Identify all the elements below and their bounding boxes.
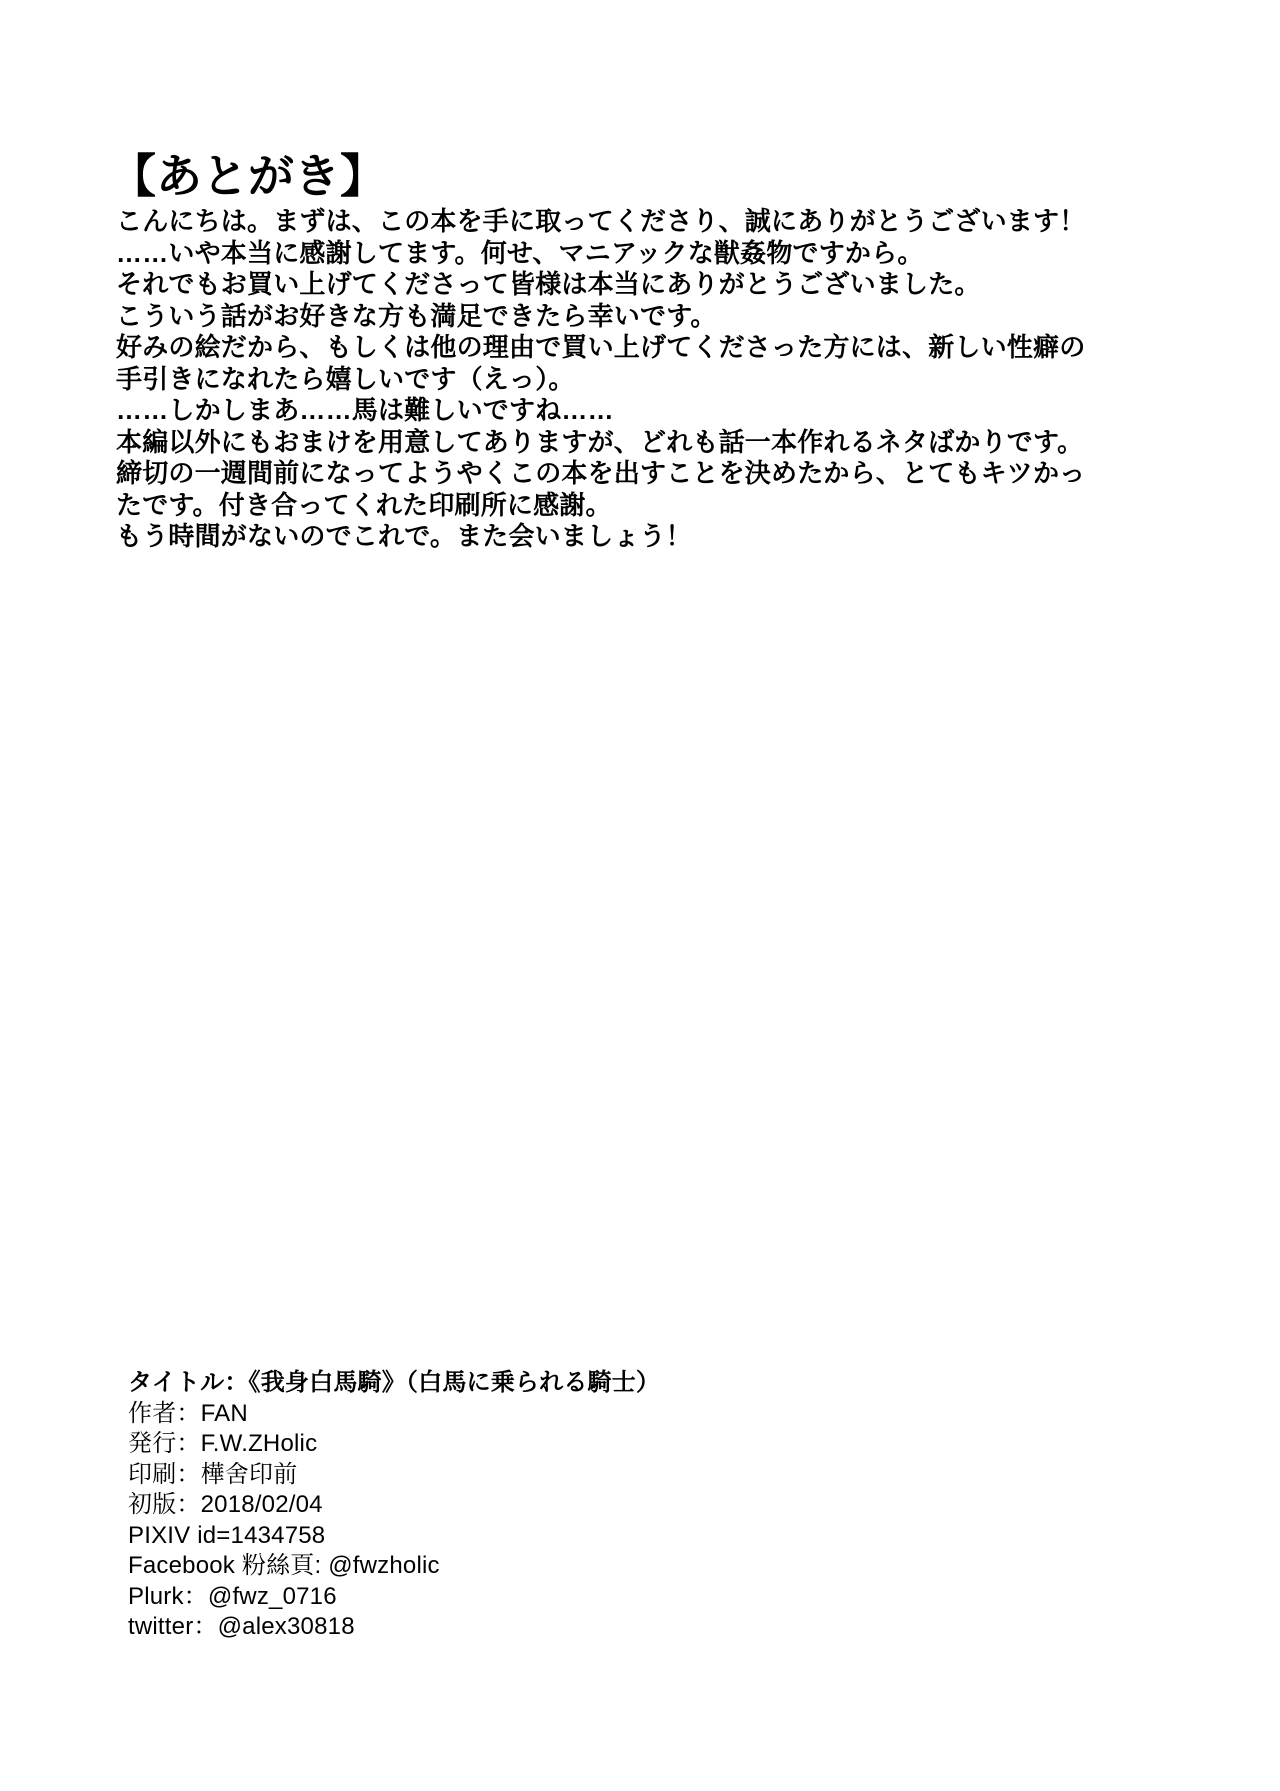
- afterword-line: それでもお買い上げてくださって皆様は本当にありがとうございました。: [116, 269, 981, 299]
- colophon-printer-line: 印刷：樺舍印前: [128, 1460, 298, 1488]
- colophon-author-line: 作者：FAN: [128, 1399, 248, 1427]
- afterword-line: 本編以外にもおまけを用意してありますが、どれも話一本作れるネタばかりです。: [116, 426, 1084, 457]
- colophon-publisher-line: 発行：F.W.ZHolic: [128, 1430, 318, 1457]
- afterword-body: [116, 206, 1176, 553]
- afterword-line: こういう話がお好きな方も満足できたら幸いです。: [116, 300, 717, 331]
- colophon-pixiv-line: PIXIV id=1434758: [128, 1521, 326, 1549]
- colophon-twitter-line: twitter：@alex30818: [128, 1613, 355, 1640]
- afterword-line: 締切の一週間前になってようやくこの本を出すことを決めたから、とてもキツかっ: [116, 458, 1086, 488]
- afterword-section: [110, 150, 1176, 553]
- afterword-title: 【あとがき】: [110, 150, 386, 202]
- afterword-line: 手引きになれたら嬉しいです（えっ）。: [116, 363, 575, 394]
- colophon-first-edition-line: 初版：2018/02/04: [128, 1491, 323, 1518]
- afterword-line: ……いや本当に感謝してます。何せ、マニアックな獣姦物ですから。: [116, 237, 924, 268]
- afterword-line: たです。付き合ってくれた印刷所に感謝。: [116, 489, 612, 520]
- afterword-line: もう時間がないのでこれで。また会いましょう！: [116, 521, 692, 551]
- colophon-section: [128, 1368, 1028, 1643]
- colophon-title-line: タイトル：《我身白馬騎》（白馬に乗られる騎士）: [128, 1369, 661, 1396]
- afterword-line: ……しかしまあ……馬は難しいですね……: [116, 395, 614, 425]
- afterword-line: 好みの絵だから、もしくは他の理由で買い上げてくださった方には、新しい性癖の: [116, 332, 1086, 362]
- colophon-facebook-line: Facebook 粉絲頁: @fwzholic: [128, 1552, 440, 1579]
- afterword-line: こんにちは。まずは、この本を手に取ってくださり、誠にありがとうございます！: [116, 206, 1086, 236]
- colophon-plurk-line: Plurk：@fwz_0716: [128, 1582, 337, 1610]
